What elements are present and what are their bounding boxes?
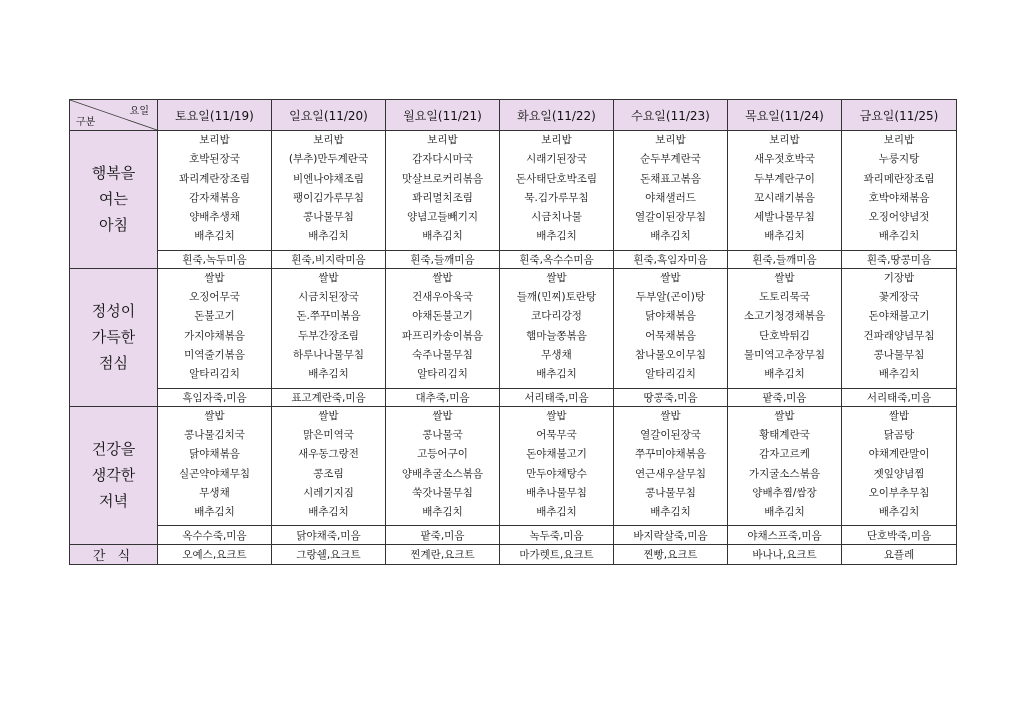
porridge-row [70,388,957,406]
menu-item: 건새우아욱국 [412,291,473,304]
menu-item: 알타리김치 [645,368,696,381]
menu-item: 배추김치 [422,506,463,519]
menu-item: (부추)만두계란국 [288,153,369,166]
porridge-cell: 흑임자죽,미음 [158,388,272,406]
menu-item: 배추김치 [650,230,691,243]
menu-item: 꼬시래기볶음 [754,191,815,204]
menu-item: 들깨(민찌)토란탕 [516,291,597,304]
snack-label: 간 식 [70,544,158,564]
porridge-cell: 닭야채죽,미음 [272,526,386,544]
menu-item: 쑥갓나물무침 [412,486,473,499]
porridge-cell: 땅콩죽,미음 [614,388,728,406]
menu-item: 양념고들빼기지 [406,211,478,224]
menu-item: 쌀밥 [888,409,910,422]
corner-category-label: 구분 [76,117,96,128]
menu-item: 쌀밥 [660,409,681,422]
meal-cell [728,131,842,251]
menu-item: 무생채 [541,349,572,362]
snack-cell: 오예스,요크트 [158,544,272,564]
menu-item: 가지야채볶음 [184,329,245,342]
menu-item: 누룽지탕 [878,153,920,166]
menu-item: 햄마늘쫑볶음 [526,329,587,342]
snack-cell: 찐빵,요크트 [614,544,728,564]
meal-cell [500,406,614,526]
menu-item: 코다리강정 [531,310,582,323]
day-header: 화요일(11/22) [500,100,614,131]
menu-item: 배추김치 [308,368,349,381]
menu-item: 배추김치 [194,506,235,519]
meal-cell [842,406,957,526]
porridge-cell: 서리태죽,미음 [500,388,614,406]
corner-cell [70,100,158,131]
menu-item: 가지굴소스볶음 [748,467,820,480]
menu-item: 쌀밥 [318,271,339,284]
menu-item: 콩나물김치국 [184,429,245,442]
snack-cell: 바나나,요크트 [728,544,842,564]
menu-item: 열갈이된장무침 [634,211,706,224]
menu-item: 쌀밥 [774,271,795,284]
menu-item: 닭야채볶음 [645,310,696,323]
menu-item: 시금치된장국 [298,291,359,304]
menu-item: 맛살브로커리볶음 [401,172,484,185]
meal-cell [500,131,614,251]
menu-item: 새우동그랑전 [298,448,359,461]
menu-item: 돈불고기 [194,310,235,323]
menu-item: 묵.김가루무침 [524,191,589,204]
meal-cell [728,406,842,526]
meal-cell [386,131,500,251]
menu-item: 꽈리멸치조림 [412,191,473,204]
snack-cell: 찐계란,요크트 [386,544,500,564]
meal-category-line: 건강을 [91,440,136,459]
meal-cell [272,406,386,526]
menu-item: 기장밥 [883,271,915,284]
meal-category-line: 생각한 [91,466,136,485]
weekly-meal-table [69,99,957,565]
menu-item: 두부알(곤이)탕 [635,291,706,304]
menu-item: 호박된장국 [189,153,240,166]
meal-cell [158,406,272,526]
porridge-cell: 팥죽,미음 [728,388,842,406]
menu-item: 보리밥 [427,134,458,146]
porridge-cell: 서리태죽,미음 [842,388,957,406]
menu-item: 오징어양념젓 [868,211,930,224]
meal-category-line: 가득한 [91,328,136,347]
menu-item: 어묵채볶음 [645,329,696,342]
snack-cell: 그랑쉘,요크트 [272,544,386,564]
day-header: 목요일(11/24) [728,100,842,131]
porridge-cell: 흰죽,녹두미음 [158,250,272,268]
porridge-row [70,250,957,268]
meal-cell [614,268,728,388]
meal-category-line: 여는 [99,190,128,209]
menu-item: 보리밥 [313,134,344,146]
menu-item: 배추김치 [764,230,805,243]
meal-row [70,131,957,251]
menu-item: 시레기지짐 [303,486,354,499]
meal-category-label [70,131,158,269]
menu-item: 두부계란구이 [754,172,815,185]
menu-item: 시금치나물 [531,211,582,224]
menu-item: 쌀밥 [432,409,453,422]
menu-item: 배추나물무침 [526,486,587,499]
menu-item: 미역줄기볶음 [184,349,245,362]
menu-item: 무생채 [199,486,230,499]
menu-item: 물미역고추장무침 [743,349,826,362]
meal-cell [386,268,500,388]
porridge-cell: 흰죽,들깨미음 [386,250,500,268]
meal-category-line: 점심 [99,354,128,373]
menu-item: 도토리묵국 [759,291,810,304]
menu-item: 돈야채불고기 [868,310,930,323]
menu-item: 두부간장조림 [298,329,359,342]
menu-item: 쌀밥 [546,271,567,284]
menu-item: 건파래양념무침 [863,329,935,342]
day-header: 수요일(11/23) [614,100,728,131]
porridge-cell: 야채스프죽,미음 [728,526,842,544]
snack-cell: 요플레 [842,544,957,564]
snack-row [70,544,957,564]
menu-item: 배추김치 [878,368,920,381]
menu-item: 알타리김치 [417,368,468,381]
menu-item: 팽이김가루무침 [292,191,364,204]
meal-category-line: 아침 [99,216,128,235]
menu-item: 새우젓호박국 [754,153,815,166]
day-header: 월요일(11/21) [386,100,500,131]
menu-item: 콩나물무침 [873,349,925,362]
menu-item: 돈.쭈꾸미볶음 [296,310,361,323]
meal-cell [842,268,957,388]
meal-category-line: 행복을 [91,164,136,183]
porridge-cell: 옥수수죽,미음 [158,526,272,544]
menu-item: 양배추생채 [189,211,240,224]
meal-cell [728,268,842,388]
menu-item: 꽃게장국 [878,291,920,304]
menu-item: 배추김치 [308,506,349,519]
day-header: 일요일(11/20) [272,100,386,131]
meal-cell [158,268,272,388]
menu-item: 돈야채불고기 [526,448,587,461]
menu-item: 젯잎양념찜 [873,467,925,480]
porridge-cell: 대추죽,미음 [386,388,500,406]
meal-row [70,268,957,388]
header-row [70,100,957,131]
menu-item: 오이부추무침 [868,486,930,499]
menu-item: 쭈꾸미야채볶음 [634,448,706,461]
menu-item: 실곤약야채무침 [178,467,250,480]
menu-item: 파프리카송이볶음 [401,329,484,342]
menu-item: 황태계란국 [759,429,810,442]
menu-item: 참나물오이무침 [634,349,706,362]
snack-cell: 마가렛트,요크트 [500,544,614,564]
menu-item: 보리밥 [769,134,800,146]
menu-item: 배추김치 [878,230,920,243]
porridge-cell: 녹두죽,미음 [500,526,614,544]
porridge-cell: 흰죽,들깨미음 [728,250,842,268]
menu-item: 콩조림 [313,467,344,480]
menu-item: 야채돈불고기 [412,310,473,323]
menu-item: 배추김치 [422,230,463,243]
porridge-cell: 흰죽,흑임자미음 [614,250,728,268]
menu-item: 배추김치 [650,506,691,519]
menu-item: 배추김치 [764,368,805,381]
menu-item: 감자고르케 [759,448,810,461]
porridge-cell: 단호박죽,미음 [842,526,957,544]
menu-item: 배추김치 [308,230,349,243]
menu-item: 맑은미역국 [303,429,354,442]
porridge-cell: 흰죽,땅콩미음 [842,250,957,268]
menu-item: 오징어무국 [189,291,240,304]
meal-category-line: 정성이 [91,302,136,321]
porridge-row [70,526,957,544]
meal-category-line: 저녁 [99,492,128,511]
menu-item: 숙주나물무침 [412,349,473,362]
menu-item: 양배추굴소스볶음 [401,467,484,480]
menu-item: 꽈리계란장조림 [178,172,250,185]
menu-item: 단호박튀김 [759,329,810,342]
meal-cell [386,406,500,526]
menu-item: 쌀밥 [318,409,339,422]
meal-cell [500,268,614,388]
meal-cell [158,131,272,251]
menu-item: 연근새우살무침 [634,467,706,480]
menu-item: 돈채표고볶음 [640,172,701,185]
menu-item: 소고기청경채볶음 [743,310,826,323]
menu-item: 콩나물무침 [645,486,696,499]
menu-item: 세발나물무침 [754,211,815,224]
meal-row [70,406,957,526]
menu-item: 꽈리메란장조림 [863,172,935,185]
menu-item: 고등어구이 [417,448,468,461]
menu-item: 야채계란말이 [868,448,930,461]
meal-cell [614,406,728,526]
day-header: 금요일(11/25) [842,100,957,131]
menu-item: 야채샐러드 [645,191,696,204]
meal-cell [614,131,728,251]
meal-body [70,131,957,565]
menu-item: 쌀밥 [204,271,225,284]
menu-item: 쌀밥 [546,409,567,422]
meal-category-label [70,268,158,406]
menu-item: 감자채볶음 [189,191,240,204]
menu-item: 시래기된장국 [526,153,587,166]
menu-item: 배추김치 [536,368,577,381]
menu-item: 보리밥 [199,134,230,146]
menu-item: 콩나물무침 [303,211,354,224]
porridge-cell: 표고계란죽,미음 [272,388,386,406]
menu-item: 콩나물국 [422,429,463,442]
menu-item: 알타리김치 [189,368,240,381]
porridge-cell: 흰죽,비지락미음 [272,250,386,268]
corner-day-label: 요일 [129,106,149,117]
menu-item: 비엔나야채조림 [292,172,364,185]
menu-item: 배추김치 [764,506,805,519]
menu-item: 배추김치 [878,506,920,519]
menu-item: 어묵무국 [536,429,577,442]
menu-item: 열갈이된장국 [640,429,701,442]
menu-item: 돈사태단호박조림 [515,172,598,185]
menu-item: 배추김치 [536,230,577,243]
menu-item: 호박야채볶음 [868,191,930,204]
porridge-cell: 바지락살죽,미음 [614,526,728,544]
meal-cell [842,131,957,251]
menu-item: 쌀밥 [204,409,225,422]
menu-item: 순두부계란국 [640,153,701,166]
menu-item: 쌀밥 [432,271,453,284]
day-header: 토요일(11/19) [158,100,272,131]
menu-item: 쌀밥 [774,409,795,422]
menu-item: 양배추찜/쌈장 [752,486,817,499]
menu-item: 하루나나물무침 [292,349,364,362]
porridge-cell: 팥죽,미음 [386,526,500,544]
meal-cell [272,131,386,251]
menu-item: 쌀밥 [660,271,681,284]
menu-item: 보리밥 [541,134,572,146]
menu-item: 만두야채탕수 [526,467,587,480]
meal-cell [272,268,386,388]
meal-category-label [70,406,158,544]
menu-item: 보리밥 [655,134,686,146]
menu-item: 감자다시마국 [412,153,473,166]
porridge-cell: 흰죽,옥수수미음 [500,250,614,268]
menu-item: 배추김치 [194,230,235,243]
menu-item: 보리밥 [883,134,915,146]
menu-item: 배추김치 [536,506,577,519]
menu-item: 닭야채볶음 [189,448,240,461]
menu-item: 닭곰탕 [883,429,915,442]
